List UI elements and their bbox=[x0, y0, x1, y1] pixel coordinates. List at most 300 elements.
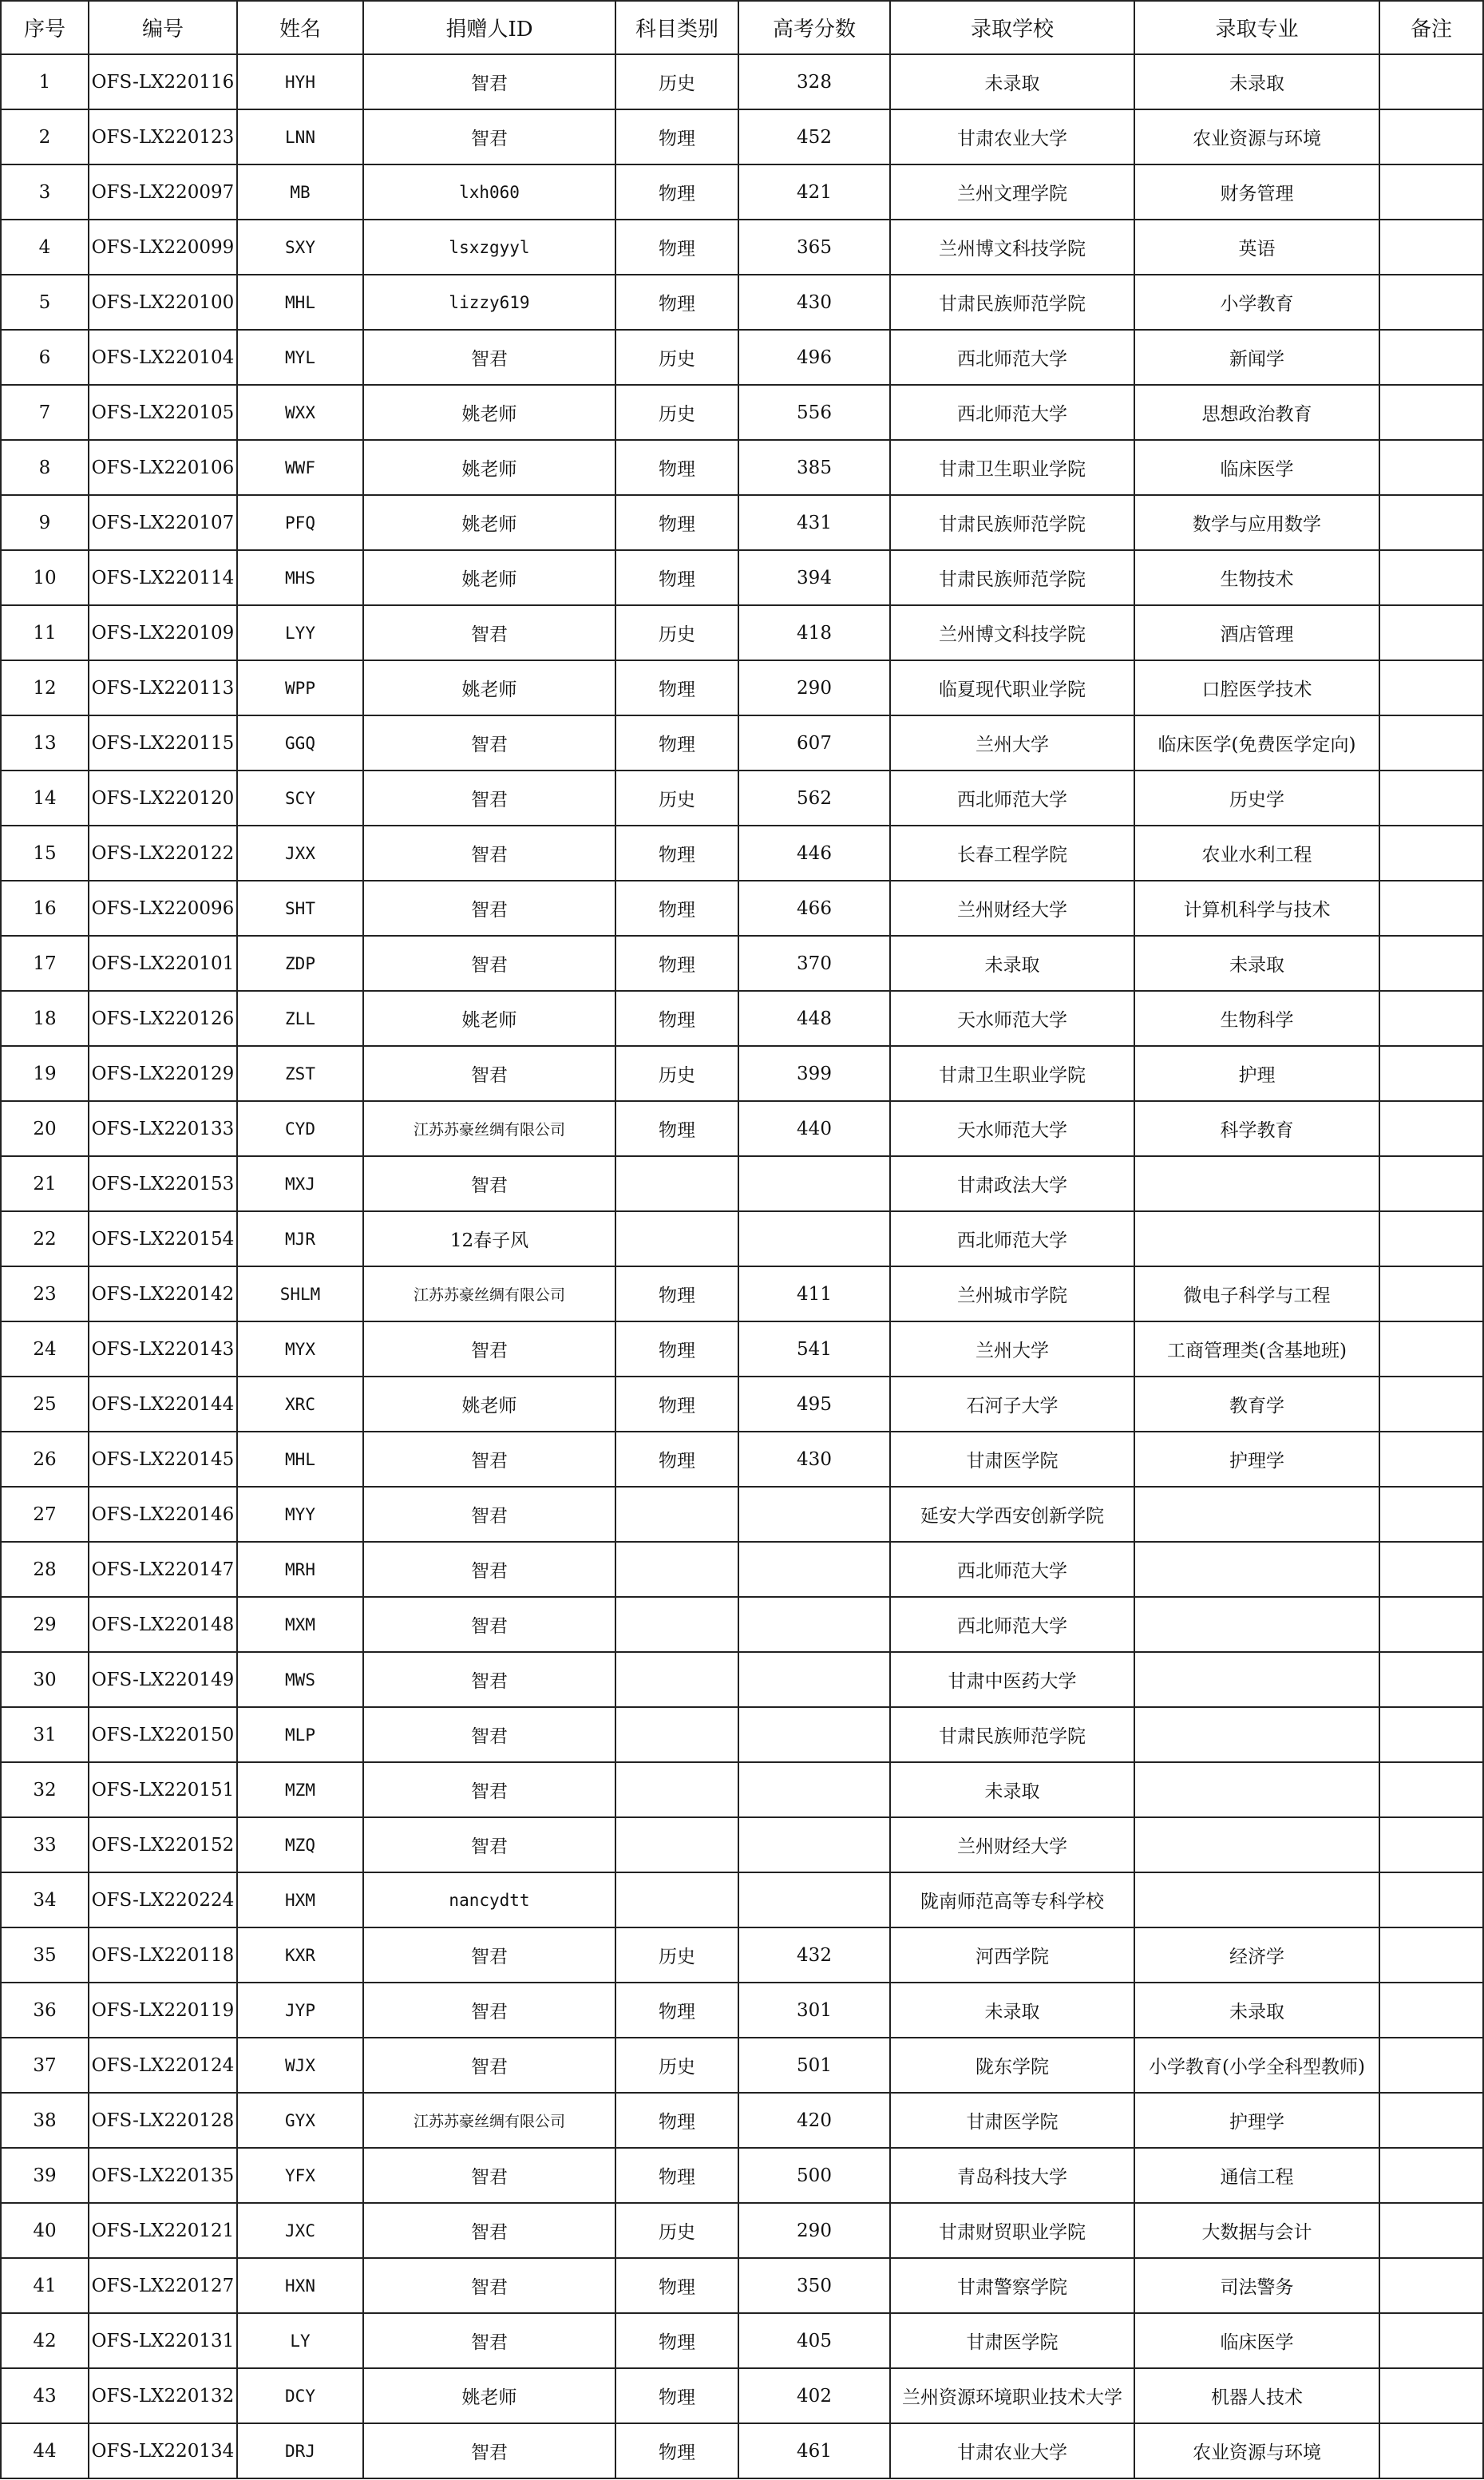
cell-school: 甘肃民族师范学院 bbox=[890, 550, 1134, 605]
cell-name: HXN bbox=[237, 2258, 363, 2313]
cell-seq: 5 bbox=[1, 275, 89, 330]
cell-code: OFS-LX220127 bbox=[89, 2258, 237, 2313]
cell-score bbox=[738, 1597, 890, 1652]
cell-donor-id: 智君 bbox=[363, 826, 615, 881]
cell-donor-id: 智君 bbox=[363, 1046, 615, 1101]
cell-subject bbox=[615, 1211, 738, 1266]
cell-name: MRH bbox=[237, 1542, 363, 1597]
cell-score bbox=[738, 1817, 890, 1872]
cell-seq: 27 bbox=[1, 1487, 89, 1542]
cell-major: 未录取 bbox=[1134, 936, 1379, 991]
cell-school: 陇东学院 bbox=[890, 2038, 1134, 2093]
cell-subject bbox=[615, 1487, 738, 1542]
cell-major bbox=[1134, 1542, 1379, 1597]
cell-score bbox=[738, 1762, 890, 1817]
cell-seq: 15 bbox=[1, 826, 89, 881]
table-row bbox=[1, 1983, 1483, 2038]
header-major: 录取专业 bbox=[1134, 1, 1379, 54]
table-row bbox=[1, 2093, 1483, 2148]
header-remark: 备注 bbox=[1379, 1, 1483, 54]
cell-remark bbox=[1379, 1597, 1483, 1652]
cell-school: 甘肃中医药大学 bbox=[890, 1652, 1134, 1707]
cell-donor-id: 智君 bbox=[363, 715, 615, 771]
cell-major: 生物技术 bbox=[1134, 550, 1379, 605]
cell-score: 394 bbox=[738, 550, 890, 605]
cell-major bbox=[1134, 1487, 1379, 1542]
cell-remark bbox=[1379, 715, 1483, 771]
cell-major: 数学与应用数学 bbox=[1134, 495, 1379, 550]
cell-code: OFS-LX220118 bbox=[89, 1927, 237, 1983]
cell-seq: 13 bbox=[1, 715, 89, 771]
cell-score: 430 bbox=[738, 1432, 890, 1487]
cell-donor-id: 智君 bbox=[363, 1817, 615, 1872]
cell-school: 甘肃民族师范学院 bbox=[890, 1707, 1134, 1762]
cell-remark bbox=[1379, 1487, 1483, 1542]
cell-major: 新闻学 bbox=[1134, 330, 1379, 385]
table-row bbox=[1, 2148, 1483, 2203]
cell-subject: 物理 bbox=[615, 881, 738, 936]
cell-subject: 物理 bbox=[615, 1266, 738, 1321]
cell-school: 陇南师范高等专科学校 bbox=[890, 1872, 1134, 1927]
cell-seq: 33 bbox=[1, 1817, 89, 1872]
cell-subject bbox=[615, 1652, 738, 1707]
cell-subject bbox=[615, 1597, 738, 1652]
cell-donor-id: lxh060 bbox=[363, 164, 615, 220]
cell-school: 兰州文理学院 bbox=[890, 164, 1134, 220]
cell-code: OFS-LX220126 bbox=[89, 991, 237, 1046]
table-row bbox=[1, 440, 1483, 495]
cell-donor-id: 智君 bbox=[363, 771, 615, 826]
cell-seq: 2 bbox=[1, 109, 89, 164]
table-row bbox=[1, 1707, 1483, 1762]
cell-subject: 物理 bbox=[615, 1321, 738, 1377]
cell-code: OFS-LX220133 bbox=[89, 1101, 237, 1156]
cell-subject bbox=[615, 1542, 738, 1597]
cell-name: JXC bbox=[237, 2203, 363, 2258]
cell-major bbox=[1134, 1707, 1379, 1762]
cell-school: 西北师范大学 bbox=[890, 330, 1134, 385]
cell-major: 司法警务 bbox=[1134, 2258, 1379, 2313]
cell-code: OFS-LX220149 bbox=[89, 1652, 237, 1707]
cell-donor-id: 智君 bbox=[363, 1487, 615, 1542]
cell-score: 418 bbox=[738, 605, 890, 660]
cell-subject: 物理 bbox=[615, 2313, 738, 2368]
cell-score: 421 bbox=[738, 164, 890, 220]
cell-remark bbox=[1379, 275, 1483, 330]
cell-code: OFS-LX220105 bbox=[89, 385, 237, 440]
table-row bbox=[1, 1817, 1483, 1872]
cell-score bbox=[738, 1652, 890, 1707]
cell-major bbox=[1134, 1652, 1379, 1707]
cell-major: 护理学 bbox=[1134, 2093, 1379, 2148]
cell-donor-id: 姚老师 bbox=[363, 2368, 615, 2423]
cell-school: 甘肃政法大学 bbox=[890, 1156, 1134, 1211]
cell-code: OFS-LX220096 bbox=[89, 881, 237, 936]
table-row bbox=[1, 1432, 1483, 1487]
cell-code: OFS-LX220147 bbox=[89, 1542, 237, 1597]
cell-code: OFS-LX220115 bbox=[89, 715, 237, 771]
cell-code: OFS-LX220120 bbox=[89, 771, 237, 826]
cell-subject: 物理 bbox=[615, 936, 738, 991]
cell-score: 432 bbox=[738, 1927, 890, 1983]
cell-school: 天水师范大学 bbox=[890, 1101, 1134, 1156]
table-row bbox=[1, 1927, 1483, 1983]
cell-subject: 历史 bbox=[615, 605, 738, 660]
cell-donor-id: 智君 bbox=[363, 2258, 615, 2313]
cell-subject: 物理 bbox=[615, 1432, 738, 1487]
cell-school: 甘肃医学院 bbox=[890, 2313, 1134, 2368]
cell-code: OFS-LX220119 bbox=[89, 1983, 237, 2038]
table-row bbox=[1, 2423, 1483, 2478]
cell-name: PFQ bbox=[237, 495, 363, 550]
cell-donor-id: 智君 bbox=[363, 2148, 615, 2203]
cell-school: 兰州资源环境职业技术大学 bbox=[890, 2368, 1134, 2423]
cell-remark bbox=[1379, 1817, 1483, 1872]
cell-major: 经济学 bbox=[1134, 1927, 1379, 1983]
cell-remark bbox=[1379, 881, 1483, 936]
cell-school: 甘肃卫生职业学院 bbox=[890, 440, 1134, 495]
cell-score: 365 bbox=[738, 220, 890, 275]
cell-remark bbox=[1379, 550, 1483, 605]
cell-remark bbox=[1379, 2203, 1483, 2258]
cell-remark bbox=[1379, 2093, 1483, 2148]
cell-score: 301 bbox=[738, 1983, 890, 2038]
cell-subject: 物理 bbox=[615, 1983, 738, 2038]
cell-major: 护理 bbox=[1134, 1046, 1379, 1101]
cell-seq: 24 bbox=[1, 1321, 89, 1377]
cell-donor-id: 智君 bbox=[363, 330, 615, 385]
cell-remark bbox=[1379, 771, 1483, 826]
cell-name: SXY bbox=[237, 220, 363, 275]
cell-school: 甘肃民族师范学院 bbox=[890, 495, 1134, 550]
cell-school: 延安大学西安创新学院 bbox=[890, 1487, 1134, 1542]
cell-score bbox=[738, 1542, 890, 1597]
cell-school: 天水师范大学 bbox=[890, 991, 1134, 1046]
cell-seq: 6 bbox=[1, 330, 89, 385]
cell-school: 兰州城市学院 bbox=[890, 1266, 1134, 1321]
cell-school: 未录取 bbox=[890, 54, 1134, 109]
cell-name: MYL bbox=[237, 330, 363, 385]
cell-code: OFS-LX220100 bbox=[89, 275, 237, 330]
cell-donor-id: nancydtt bbox=[363, 1872, 615, 1927]
cell-name: ZLL bbox=[237, 991, 363, 1046]
cell-major: 小学教育(小学全科型教师) bbox=[1134, 2038, 1379, 2093]
cell-name: DCY bbox=[237, 2368, 363, 2423]
cell-name: KXR bbox=[237, 1927, 363, 1983]
cell-name: LNN bbox=[237, 109, 363, 164]
table-row bbox=[1, 605, 1483, 660]
cell-donor-id: 智君 bbox=[363, 1707, 615, 1762]
table-row bbox=[1, 1652, 1483, 1707]
cell-name: SHT bbox=[237, 881, 363, 936]
cell-name: XRC bbox=[237, 1377, 363, 1432]
cell-remark bbox=[1379, 2423, 1483, 2478]
cell-seq: 42 bbox=[1, 2313, 89, 2368]
cell-major: 未录取 bbox=[1134, 1983, 1379, 2038]
table-row bbox=[1, 1101, 1483, 1156]
cell-school: 西北师范大学 bbox=[890, 1597, 1134, 1652]
cell-remark bbox=[1379, 2313, 1483, 2368]
cell-donor-id: 智君 bbox=[363, 1542, 615, 1597]
cell-score: 556 bbox=[738, 385, 890, 440]
cell-remark bbox=[1379, 2368, 1483, 2423]
cell-name: MJR bbox=[237, 1211, 363, 1266]
cell-seq: 8 bbox=[1, 440, 89, 495]
table-row bbox=[1, 881, 1483, 936]
cell-score: 461 bbox=[738, 2423, 890, 2478]
table-row bbox=[1, 330, 1483, 385]
cell-donor-id: 智君 bbox=[363, 2423, 615, 2478]
cell-major bbox=[1134, 1817, 1379, 1872]
cell-score: 350 bbox=[738, 2258, 890, 2313]
cell-remark bbox=[1379, 1707, 1483, 1762]
cell-major bbox=[1134, 1156, 1379, 1211]
cell-code: OFS-LX220146 bbox=[89, 1487, 237, 1542]
cell-name: WPP bbox=[237, 660, 363, 715]
cell-seq: 12 bbox=[1, 660, 89, 715]
cell-score: 562 bbox=[738, 771, 890, 826]
cell-remark bbox=[1379, 1101, 1483, 1156]
cell-remark bbox=[1379, 1266, 1483, 1321]
cell-major: 口腔医学技术 bbox=[1134, 660, 1379, 715]
cell-score bbox=[738, 1156, 890, 1211]
cell-code: OFS-LX220132 bbox=[89, 2368, 237, 2423]
cell-remark bbox=[1379, 2258, 1483, 2313]
cell-major: 科学教育 bbox=[1134, 1101, 1379, 1156]
cell-remark bbox=[1379, 1872, 1483, 1927]
cell-code: OFS-LX220145 bbox=[89, 1432, 237, 1487]
header-row bbox=[1, 1, 1483, 54]
cell-donor-id: 智君 bbox=[363, 1652, 615, 1707]
cell-major: 教育学 bbox=[1134, 1377, 1379, 1432]
cell-school: 长春工程学院 bbox=[890, 826, 1134, 881]
cell-major: 农业资源与环境 bbox=[1134, 2423, 1379, 2478]
cell-major: 农业资源与环境 bbox=[1134, 109, 1379, 164]
cell-code: OFS-LX220148 bbox=[89, 1597, 237, 1652]
table-row bbox=[1, 2313, 1483, 2368]
cell-major: 农业水利工程 bbox=[1134, 826, 1379, 881]
cell-major bbox=[1134, 1762, 1379, 1817]
table-row bbox=[1, 275, 1483, 330]
cell-donor-id: 智君 bbox=[363, 1156, 615, 1211]
cell-name: SCY bbox=[237, 771, 363, 826]
cell-name: MHL bbox=[237, 275, 363, 330]
cell-school: 兰州博文科技学院 bbox=[890, 220, 1134, 275]
cell-school: 青岛科技大学 bbox=[890, 2148, 1134, 2203]
table-row bbox=[1, 2258, 1483, 2313]
table-row bbox=[1, 2038, 1483, 2093]
cell-score: 607 bbox=[738, 715, 890, 771]
cell-score: 399 bbox=[738, 1046, 890, 1101]
cell-subject: 物理 bbox=[615, 2148, 738, 2203]
cell-seq: 37 bbox=[1, 2038, 89, 2093]
cell-seq: 9 bbox=[1, 495, 89, 550]
cell-donor-id: 智君 bbox=[363, 54, 615, 109]
cell-seq: 40 bbox=[1, 2203, 89, 2258]
table-row bbox=[1, 826, 1483, 881]
cell-subject: 历史 bbox=[615, 1046, 738, 1101]
cell-major: 工商管理类(含基地班) bbox=[1134, 1321, 1379, 1377]
cell-remark bbox=[1379, 2148, 1483, 2203]
cell-remark bbox=[1379, 164, 1483, 220]
cell-seq: 18 bbox=[1, 991, 89, 1046]
cell-remark bbox=[1379, 1321, 1483, 1377]
cell-name: DRJ bbox=[237, 2423, 363, 2478]
cell-code: OFS-LX220122 bbox=[89, 826, 237, 881]
table-row bbox=[1, 164, 1483, 220]
cell-score bbox=[738, 1872, 890, 1927]
cell-subject: 物理 bbox=[615, 550, 738, 605]
cell-name: JXX bbox=[237, 826, 363, 881]
cell-subject: 物理 bbox=[615, 109, 738, 164]
cell-seq: 30 bbox=[1, 1652, 89, 1707]
cell-school: 兰州大学 bbox=[890, 1321, 1134, 1377]
cell-major bbox=[1134, 1597, 1379, 1652]
cell-subject: 物理 bbox=[615, 2258, 738, 2313]
cell-donor-id: 姚老师 bbox=[363, 440, 615, 495]
cell-code: OFS-LX220113 bbox=[89, 660, 237, 715]
cell-name: CYD bbox=[237, 1101, 363, 1156]
cell-seq: 31 bbox=[1, 1707, 89, 1762]
cell-school: 甘肃警察学院 bbox=[890, 2258, 1134, 2313]
cell-score: 448 bbox=[738, 991, 890, 1046]
cell-score: 405 bbox=[738, 2313, 890, 2368]
cell-name: MZM bbox=[237, 1762, 363, 1817]
cell-school: 未录取 bbox=[890, 1762, 1134, 1817]
cell-code: OFS-LX220150 bbox=[89, 1707, 237, 1762]
cell-subject: 物理 bbox=[615, 2093, 738, 2148]
table-row bbox=[1, 2368, 1483, 2423]
cell-score: 501 bbox=[738, 2038, 890, 2093]
table-row bbox=[1, 660, 1483, 715]
cell-name: MB bbox=[237, 164, 363, 220]
cell-score: 452 bbox=[738, 109, 890, 164]
cell-score: 411 bbox=[738, 1266, 890, 1321]
cell-seq: 32 bbox=[1, 1762, 89, 1817]
cell-school: 兰州博文科技学院 bbox=[890, 605, 1134, 660]
cell-donor-id: 智君 bbox=[363, 109, 615, 164]
cell-school: 西北师范大学 bbox=[890, 771, 1134, 826]
cell-remark bbox=[1379, 109, 1483, 164]
cell-seq: 22 bbox=[1, 1211, 89, 1266]
cell-name: LY bbox=[237, 2313, 363, 2368]
cell-subject: 物理 bbox=[615, 440, 738, 495]
cell-donor-id: 姚老师 bbox=[363, 550, 615, 605]
cell-school: 甘肃财贸职业学院 bbox=[890, 2203, 1134, 2258]
cell-school: 甘肃医学院 bbox=[890, 2093, 1134, 2148]
cell-code: OFS-LX220114 bbox=[89, 550, 237, 605]
cell-subject: 物理 bbox=[615, 715, 738, 771]
cell-score: 500 bbox=[738, 2148, 890, 2203]
cell-subject: 历史 bbox=[615, 2038, 738, 2093]
cell-school: 甘肃农业大学 bbox=[890, 109, 1134, 164]
cell-code: OFS-LX220152 bbox=[89, 1817, 237, 1872]
cell-name: MXJ bbox=[237, 1156, 363, 1211]
cell-donor-id: 智君 bbox=[363, 605, 615, 660]
cell-subject bbox=[615, 1762, 738, 1817]
cell-code: OFS-LX220143 bbox=[89, 1321, 237, 1377]
cell-subject: 历史 bbox=[615, 330, 738, 385]
cell-seq: 14 bbox=[1, 771, 89, 826]
table-row bbox=[1, 220, 1483, 275]
cell-school: 西北师范大学 bbox=[890, 1211, 1134, 1266]
cell-major: 临床医学 bbox=[1134, 440, 1379, 495]
cell-seq: 10 bbox=[1, 550, 89, 605]
cell-seq: 41 bbox=[1, 2258, 89, 2313]
cell-donor-id: 智君 bbox=[363, 2313, 615, 2368]
cell-subject: 历史 bbox=[615, 1927, 738, 1983]
cell-school: 兰州财经大学 bbox=[890, 881, 1134, 936]
cell-school: 兰州财经大学 bbox=[890, 1817, 1134, 1872]
cell-code: OFS-LX220129 bbox=[89, 1046, 237, 1101]
cell-major: 思想政治教育 bbox=[1134, 385, 1379, 440]
cell-donor-id: 姚老师 bbox=[363, 991, 615, 1046]
table-row bbox=[1, 1542, 1483, 1597]
cell-seq: 7 bbox=[1, 385, 89, 440]
cell-code: OFS-LX220128 bbox=[89, 2093, 237, 2148]
table-row bbox=[1, 1762, 1483, 1817]
cell-major: 未录取 bbox=[1134, 54, 1379, 109]
table-row bbox=[1, 936, 1483, 991]
cell-subject: 物理 bbox=[615, 495, 738, 550]
cell-seq: 36 bbox=[1, 1983, 89, 2038]
cell-remark bbox=[1379, 330, 1483, 385]
cell-score bbox=[738, 1487, 890, 1542]
cell-remark bbox=[1379, 1652, 1483, 1707]
cell-name: WWF bbox=[237, 440, 363, 495]
cell-remark bbox=[1379, 1927, 1483, 1983]
cell-remark bbox=[1379, 1156, 1483, 1211]
table-row bbox=[1, 1266, 1483, 1321]
cell-name: HXM bbox=[237, 1872, 363, 1927]
cell-seq: 39 bbox=[1, 2148, 89, 2203]
cell-seq: 43 bbox=[1, 2368, 89, 2423]
cell-donor-id: 智君 bbox=[363, 1762, 615, 1817]
cell-name: MHL bbox=[237, 1432, 363, 1487]
cell-subject: 物理 bbox=[615, 275, 738, 330]
cell-subject bbox=[615, 1156, 738, 1211]
cell-donor-id: 姚老师 bbox=[363, 660, 615, 715]
cell-school: 西北师范大学 bbox=[890, 385, 1134, 440]
cell-code: OFS-LX220224 bbox=[89, 1872, 237, 1927]
cell-subject: 物理 bbox=[615, 826, 738, 881]
cell-major: 通信工程 bbox=[1134, 2148, 1379, 2203]
cell-score: 328 bbox=[738, 54, 890, 109]
cell-subject: 物理 bbox=[615, 1101, 738, 1156]
cell-major: 酒店管理 bbox=[1134, 605, 1379, 660]
cell-code: OFS-LX220124 bbox=[89, 2038, 237, 2093]
table-row bbox=[1, 1487, 1483, 1542]
cell-school: 未录取 bbox=[890, 1983, 1134, 2038]
cell-code: OFS-LX220104 bbox=[89, 330, 237, 385]
cell-name: MHS bbox=[237, 550, 363, 605]
cell-major: 生物科学 bbox=[1134, 991, 1379, 1046]
cell-code: OFS-LX220154 bbox=[89, 1211, 237, 1266]
cell-donor-id: 江苏苏豪丝绸有限公司 bbox=[363, 1101, 615, 1156]
cell-score bbox=[738, 1707, 890, 1762]
cell-code: OFS-LX220153 bbox=[89, 1156, 237, 1211]
cell-remark bbox=[1379, 936, 1483, 991]
cell-donor-id: 智君 bbox=[363, 1432, 615, 1487]
cell-score: 290 bbox=[738, 2203, 890, 2258]
cell-remark bbox=[1379, 991, 1483, 1046]
cell-donor-id: 智君 bbox=[363, 1983, 615, 2038]
cell-major bbox=[1134, 1872, 1379, 1927]
cell-code: OFS-LX220142 bbox=[89, 1266, 237, 1321]
cell-donor-id: 江苏苏豪丝绸有限公司 bbox=[363, 1266, 615, 1321]
cell-major: 历史学 bbox=[1134, 771, 1379, 826]
cell-major: 小学教育 bbox=[1134, 275, 1379, 330]
